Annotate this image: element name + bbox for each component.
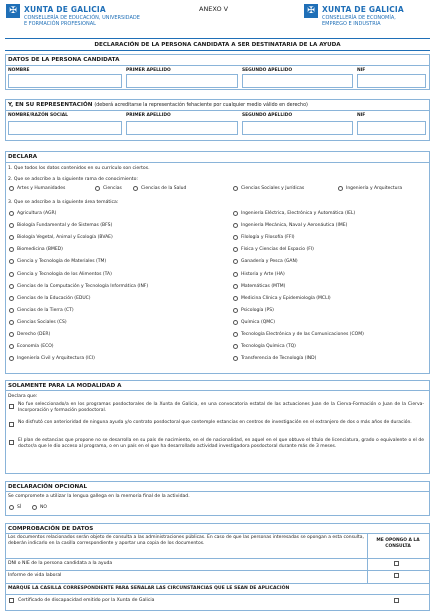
row-divider: [5, 570, 430, 571]
discapacidad-label: Certificado de discapacidad emitido por la Xunta de Galicia: [18, 598, 155, 603]
modalidad-text-3: El plan de estancias que propone no se desarrolla en su país de nacimiento, en el de nacionalidad, en aquel en el que obtuvo el título de licenciatura, grado o equivalente o el de doctor/a que le dio acceso al programa, o en un país en el que ha desarrollado actividad investigadora posdoctoral durante más de 3 meses.: [18, 438, 424, 449]
area-radio-areas_right-0[interactable]: [233, 211, 238, 216]
area-label-areas_left-8: Ciencias de la Tierra (CT): [17, 307, 74, 313]
left-dept-line1: CONSELLERÍA DE EDUCACIÓN, UNIVERSIDADE: [24, 15, 140, 21]
area-radio-areas_right-5[interactable]: [233, 272, 238, 277]
area-radio-areas_left-7[interactable]: [9, 296, 14, 301]
rama-radio-4[interactable]: [338, 186, 343, 191]
area-radio-areas_left-0[interactable]: [9, 211, 14, 216]
area-label-areas_right-6: Matemáticas (MTM): [241, 283, 286, 289]
modalidad-check-3[interactable]: [9, 440, 14, 445]
area-radio-areas_left-5[interactable]: [9, 272, 14, 277]
area-label-areas_left-9: Ciencias Sociales (CS): [17, 319, 67, 325]
modalidad-text-1: No fue seleccionado/a en los programas posdoctorales de la Xunta de Galicia, en una convocatoria estatal de las actuaciones Juan de la Cierva-Formación o Juan de la Cierva-Incorporación y formación posdoctoral.: [18, 402, 424, 413]
title-divider: [5, 38, 430, 39]
rama-radio-2[interactable]: [133, 186, 138, 191]
primer-apellido-field[interactable]: [126, 74, 238, 88]
area-radio-areas_left-10[interactable]: [9, 332, 14, 337]
area-label-areas_left-6: Ciencias de la Computación y Tecnología Informática (INF): [17, 283, 149, 289]
title-divider: [5, 50, 430, 51]
declara-que-label: Declara que:: [8, 394, 38, 399]
segundo-apellido-label: SEGUNDO APELLIDO: [242, 68, 293, 73]
modalidad-section: [5, 380, 430, 474]
modalidad-check-2[interactable]: [9, 422, 14, 427]
rep-primer-apellido-field[interactable]: [126, 121, 238, 135]
area-label-areas_right-11: Tecnología Química (TQ): [241, 344, 296, 350]
area-label-areas_right-0: Ingeniería Eléctrica, Electrónica y Automática (IEL): [241, 211, 356, 216]
rep-primer-apellido-label: PRIMER APELLIDO: [126, 113, 171, 118]
comprobacion-title: COMPROBACIÓN DE DATOS: [8, 526, 94, 532]
area-label-areas_left-12: Ingeniería Civil y Arquitectura (ICI): [17, 356, 95, 362]
opcional-text: Se compromete a utilizar la lengua gallega en la memoria final de la actividad.: [8, 494, 190, 499]
nif-label: NIF: [357, 68, 366, 73]
declara-item-3: 3. Que se adscribe a la siguiente área temática:: [8, 200, 119, 205]
xunta-emblem-icon: ✠: [6, 4, 20, 18]
rama-radio-3[interactable]: [233, 186, 238, 191]
area-label-areas_left-11: Economía (ECO): [17, 344, 54, 350]
opongo-dni-checkbox[interactable]: [394, 561, 399, 566]
rama-radio-0[interactable]: [9, 186, 14, 191]
area-label-areas_left-3: Biomedicina (BMED): [17, 247, 63, 253]
rama-label-1: Ciencias: [103, 186, 122, 191]
razon-social-field[interactable]: [8, 121, 122, 135]
row-divider: [5, 594, 430, 595]
right-dept-line2: EMPREGO E INDUSTRIA: [322, 21, 381, 27]
area-label-areas_left-4: Ciencia y Tecnología de Materiales (TM): [17, 259, 107, 265]
representative-title: Y, EN SU REPRESENTACIÓN (deberá acreditarse la representación fehaciente por cualquier medio válido en derecho): [8, 102, 308, 108]
consulta-row-dni: DNI o NIE de la persona candidata a la ayuda: [8, 561, 113, 566]
area-label-areas_right-5: Historia y Arte (HA): [241, 271, 285, 277]
razon-social-label: NOMBRE/RAZÓN SOCIAL: [8, 113, 68, 118]
opcional-no-radio[interactable]: [32, 505, 37, 510]
area-label-areas_left-7: Ciencias de la Educación (EDUC): [17, 295, 91, 301]
rep-segundo-apellido-label: SEGUNDO APELLIDO: [242, 113, 293, 118]
opcional-si-radio[interactable]: [9, 505, 14, 510]
area-label-areas_right-7: Medicina Clínica y Epidemiología (MCLI): [241, 295, 331, 301]
declara-item-1: 1. Que todos los datos contenidos en su currículo son ciertos.: [8, 166, 150, 171]
area-label-areas_left-1: Biología Fundamental y de Sistemas (BFS): [17, 223, 113, 229]
rama-label-2: Ciencias de la Salud: [141, 186, 187, 191]
area-radio-areas_right-7[interactable]: [233, 296, 238, 301]
area-radio-areas_left-6[interactable]: [9, 284, 14, 289]
divider: [5, 491, 430, 492]
area-label-areas_right-8: Psicología (PS): [241, 307, 274, 313]
left-logo-text: XUNTA DE GALICIA: [24, 5, 106, 14]
area-label-areas_right-4: Ganadería y Pesca (GAN): [241, 259, 298, 265]
opongo-vida-laboral-checkbox[interactable]: [394, 573, 399, 578]
discapacidad-checkbox[interactable]: [9, 598, 14, 603]
area-label-areas_left-2: Biología Vegetal, Animal y Ecología (BVAE): [17, 235, 113, 241]
nombre-field[interactable]: [8, 74, 122, 88]
declara-item-2: 2. Que se adscribe a la siguiente rama de conocimiento:: [8, 177, 138, 182]
area-radio-areas_left-9[interactable]: [9, 320, 14, 325]
area-label-areas_left-5: Ciencia y Tecnología de los Alimentos (TA): [17, 271, 112, 277]
area-label-areas_right-1: Ingeniería Mecánica, Naval y Aeronáutica (IME): [241, 223, 348, 229]
primer-apellido-label: PRIMER APELLIDO: [126, 68, 171, 73]
candidate-title: DATOS DE LA PERSONA CANDIDATA: [8, 57, 120, 63]
divider: [5, 390, 430, 391]
comprobacion-intro: Los documentos relacionados serán objeto de consulta a las administraciones públicas. En caso de que las personas interesadas se opongan a esta consulta, deberán indicarlo en la casilla correspondiente y aportar una copia de los documentos.: [8, 535, 364, 546]
area-label-areas_right-12: Transferencia de Tecnología (IND): [241, 356, 317, 362]
modalidad-text-2: No disfrutó con anterioridad de ninguna ayuda y/o contrato posdoctoral que contemple estancias en centros de investigación en el extranjero de dos o más años de duración.: [18, 420, 412, 425]
area-radio-areas_left-8[interactable]: [9, 308, 14, 313]
modalidad-title: SOLAMENTE PARA LA MODALIDAD A: [8, 383, 122, 389]
row-divider: [5, 558, 430, 559]
marque-heading: MARQUE LA CASILLA CORRESPONDIENTE PARA SEÑALAR LAS CIRCUNSTANCIAS QUE LE SEAN DE APLICACIÓN: [8, 586, 290, 591]
opongo-discapacidad-checkbox[interactable]: [394, 598, 399, 603]
rama-label-0: Artes y Humanidades: [17, 186, 66, 191]
modalidad-check-1[interactable]: [9, 404, 14, 409]
row-divider: [5, 583, 430, 584]
segundo-apellido-field[interactable]: [242, 74, 353, 88]
nombre-label: NOMBRE: [8, 68, 30, 73]
rep-segundo-apellido-field[interactable]: [242, 121, 353, 135]
nif-field[interactable]: [357, 74, 426, 88]
area-label-areas_left-0: Agricultura (AGR): [17, 211, 57, 216]
rama-label-3: Ciencias Sociales y Jurídicas: [241, 186, 305, 191]
anexo-label: ANEXO V: [199, 5, 229, 13]
rama-radio-1[interactable]: [95, 186, 100, 191]
area-label-areas_right-2: Filología y Filosofía (FFI): [241, 235, 295, 241]
opcional-si-label: SÍ: [17, 505, 22, 510]
area-label-areas_right-3: Física y Ciencias del Espacio (FI): [241, 247, 314, 253]
consulta-row-vida-laboral: Informe de vida laboral: [8, 573, 62, 578]
left-dept-line2: E FORMACIÓN PROFESIONAL: [24, 21, 96, 27]
declara-title: DECLARA: [8, 154, 38, 160]
xunta-emblem-icon: ✠: [304, 4, 318, 18]
divider: [5, 110, 430, 111]
area-radio-areas_right-8[interactable]: [233, 308, 238, 313]
opcional-no-label: NO: [40, 505, 47, 510]
opongo-column-header: ME OPONGO A LA CONSULTA: [376, 538, 420, 549]
rep-nif-field[interactable]: [357, 121, 426, 135]
area-label-areas_right-9: Química (QMC): [241, 319, 276, 325]
area-radio-areas_right-6[interactable]: [233, 284, 238, 289]
right-dept-line1: CONSELLERÍA DE ECONOMÍA,: [322, 15, 396, 21]
rep-nif-label: NIF: [357, 113, 366, 118]
area-radio-areas_right-10[interactable]: [233, 332, 238, 337]
area-label-areas_right-10: Tecnología Electrónica y de las Comunicaciones (COM): [241, 332, 364, 337]
area-label-areas_left-10: Derecho (DER): [17, 332, 51, 337]
rama-label-4: Ingeniería y Arquitectura: [346, 186, 403, 191]
right-logo-text: XUNTA DE GALICIA: [322, 5, 404, 14]
divider: [5, 162, 430, 163]
opcional-title: DECLARACIÓN OPCIONAL: [8, 484, 88, 490]
divider: [5, 65, 430, 66]
area-radio-areas_right-9[interactable]: [233, 320, 238, 325]
document-title: DECLARACIÓN DE LA PERSONA CANDIDATA A SER DESTINATARIA DE LA AYUDA: [94, 42, 341, 48]
